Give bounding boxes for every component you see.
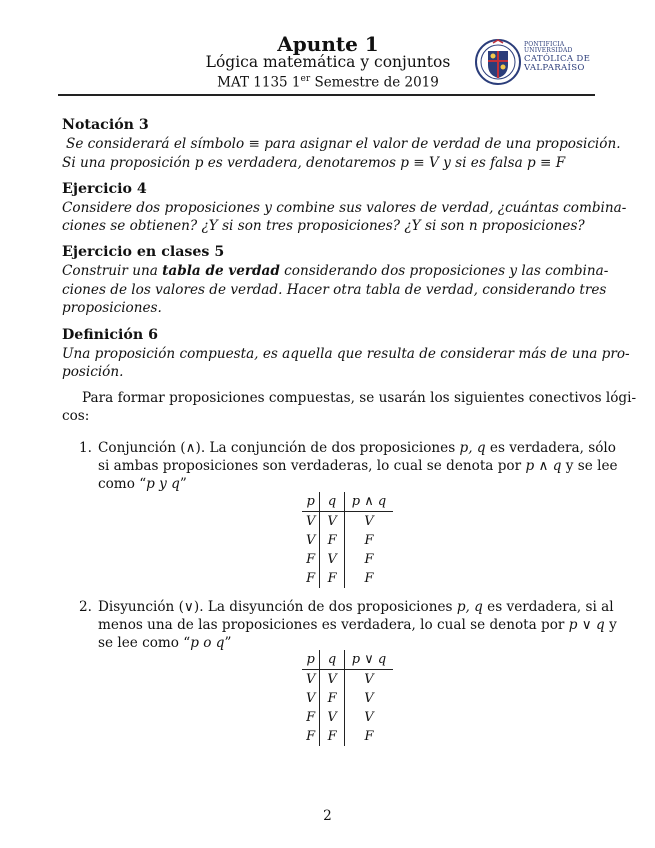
- table-header-row: [302, 650, 393, 670]
- item-2-number: 2.: [79, 599, 92, 615]
- item-1-line-1: Conjunción (∧). La conjunción de dos proposiciones p, q es verdadera, sólo: [98, 440, 616, 456]
- table-cell: V: [344, 689, 393, 708]
- definicion-heading: Definición 6: [62, 327, 158, 343]
- ejercicio-heading: Ejercicio 4: [62, 181, 147, 197]
- page-subtitle: Lógica matemática y conjuntos: [205, 53, 451, 71]
- notacion-line-2: Si una proposición p es verdadera, denotaremos p ≡ V y si es falsa p ≡ F: [62, 155, 566, 171]
- table-cell: V: [344, 512, 393, 532]
- university-seal-icon: [474, 37, 522, 87]
- table-cell: F: [306, 571, 316, 586]
- table-cell: V: [344, 708, 393, 727]
- table-header-cell: p: [302, 650, 320, 670]
- table-cell: F: [344, 531, 393, 550]
- item-1-line-2: si ambas proposiciones son verdaderas, lo cual se denota por p ∧ q y se lee: [98, 458, 618, 474]
- table-cell: V: [306, 672, 316, 687]
- truth-table-disjunction: [302, 650, 393, 746]
- table-cell: F: [320, 531, 344, 550]
- table-cell: F: [306, 552, 316, 567]
- table-header-cell: q: [320, 650, 344, 670]
- logo-text: PONTIFICIA UNIVERSIDAD CATÓLICA DE VALPARAÍSO: [524, 41, 591, 73]
- university-logo: [474, 37, 592, 87]
- ejercicio-clases-line-1: Construir una tabla de verdad considerando dos proposiciones y las combina-: [62, 263, 609, 279]
- table-cell: F: [344, 727, 393, 746]
- definicion-line-1: Una proposición compuesta, es aquella que resulta de considerar más de una pro-: [62, 346, 630, 362]
- table-cell: V: [306, 691, 316, 706]
- truth-table-conjunction: [302, 492, 393, 588]
- ejercicio-line-2: ciones se obtienen? ¿Y si son tres proposiciones? ¿Y si son n proposiciones?: [62, 218, 585, 234]
- notacion-line-1: Se considerará el símbolo ≡ para asignar el valor de verdad de una proposición.: [66, 136, 621, 152]
- intro-line-1: Para formar proposiciones compuestas, se usarán los siguientes conectivos lógi-: [82, 390, 637, 406]
- table-cell: V: [306, 514, 316, 529]
- table-row: [302, 670, 393, 690]
- table-row: [302, 708, 393, 727]
- intro-line-2: cos:: [62, 408, 90, 424]
- item-1-number: 1.: [79, 440, 92, 456]
- table-row: [302, 727, 393, 746]
- table-cell: F: [320, 569, 344, 588]
- item-1-line-3: como “p y q”: [98, 476, 187, 492]
- table-header-cell: p: [302, 492, 320, 512]
- table-cell: F: [344, 550, 393, 569]
- table-row: [302, 550, 393, 569]
- table-row: [302, 512, 393, 532]
- ejercicio-clases-line-2: ciones de los valores de verdad. Hacer otra tabla de verdad, considerando tres: [62, 282, 607, 298]
- ejercicio-clases-heading: Ejercicio en clases 5: [62, 244, 225, 260]
- table-cell: V: [306, 533, 316, 548]
- course-line: MAT 1135 1er Semestre de 2019: [217, 74, 439, 91]
- table-cell: V: [320, 670, 344, 690]
- item-2-line-2: menos una de las proposiciones es verdadera, lo cual se denota por p ∨ q y: [98, 617, 617, 633]
- table-cell: V: [344, 670, 393, 690]
- table-cell: V: [320, 512, 344, 532]
- item-2-line-1: Disyunción (∨). La disyunción de dos proposiciones p, q es verdadera, si al: [98, 599, 614, 615]
- ejercicio-clases-line-3: proposiciones.: [62, 300, 162, 316]
- table-cell: F: [344, 569, 393, 588]
- table-cell: F: [306, 710, 316, 725]
- header-rule: [58, 94, 595, 96]
- table-header-cell: p ∧ q: [344, 492, 393, 512]
- definicion-line-2: posición.: [62, 364, 124, 380]
- table-header-cell: p ∨ q: [344, 650, 393, 670]
- item-2-line-3: se lee como “p o q”: [98, 635, 232, 651]
- table-row: [302, 689, 393, 708]
- page-number: 2: [323, 808, 332, 824]
- page-title: Apunte 1: [277, 32, 379, 56]
- table-cell: V: [320, 550, 344, 569]
- table-header-row: [302, 492, 393, 512]
- table-cell: F: [306, 729, 316, 744]
- table-cell: V: [320, 708, 344, 727]
- ejercicio-line-1: Considere dos proposiciones y combine sus valores de verdad, ¿cuántas combina-: [62, 200, 627, 216]
- notacion-heading: Notación 3: [62, 117, 149, 133]
- table-cell: F: [320, 689, 344, 708]
- table-cell: F: [320, 727, 344, 746]
- table-row: [302, 531, 393, 550]
- table-row: [302, 569, 393, 588]
- table-header-cell: q: [320, 492, 344, 512]
